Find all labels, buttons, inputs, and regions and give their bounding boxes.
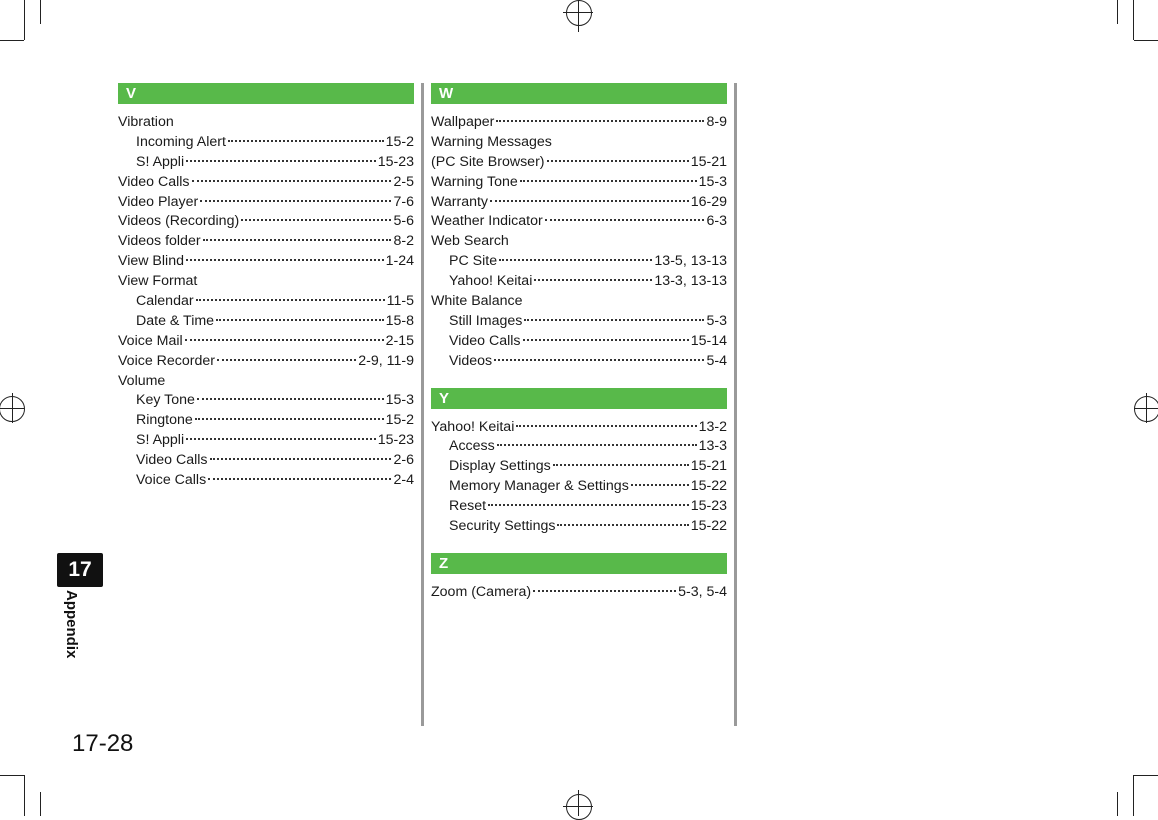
entry-label: Videos (Recording) (118, 213, 240, 230)
entry-label: Volume (118, 372, 166, 389)
entry-page-reference: 15-3 (698, 173, 727, 190)
index-entry (431, 133, 727, 153)
index-entry (118, 173, 414, 193)
entry-page-reference: 15-14 (690, 332, 727, 349)
entry-label: Warning Tone (431, 173, 518, 190)
entry-page-reference: 5-3 (706, 312, 727, 329)
chapter-tab: 17 (57, 553, 103, 587)
entry-label: Reset (449, 498, 487, 515)
entry-label: Date & Time (136, 312, 215, 329)
entry-label: PC Site (449, 253, 498, 270)
entry-page-reference: 8-2 (393, 233, 414, 250)
section-header-y: Y (431, 388, 727, 409)
entry-label: Zoom (Camera) (431, 583, 532, 600)
entry-label: Wallpaper (431, 114, 495, 130)
entry-page-reference: 8-9 (706, 114, 727, 130)
dot-leader (217, 359, 356, 361)
entry-page-reference: 13-2 (698, 418, 727, 435)
dot-leader (557, 524, 688, 526)
dot-leader (516, 425, 696, 427)
dot-leader (631, 484, 689, 486)
dot-leader (208, 478, 391, 480)
index-entry (431, 153, 727, 173)
index-entry (118, 212, 414, 232)
entry-list (431, 418, 727, 537)
entry-label: Warranty (431, 193, 489, 210)
index-entry (118, 352, 414, 372)
index-subentry (118, 133, 414, 153)
entry-label: Ringtone (136, 412, 193, 429)
entry-page-reference: 15-21 (690, 458, 727, 475)
index-subentry (118, 431, 414, 451)
entry-page-reference: 13-5, 13-13 (654, 253, 727, 270)
entry-label: (PC Site Browser) (431, 153, 545, 170)
section-header-v: V (118, 83, 414, 104)
entry-page-reference: 6-3 (706, 213, 727, 230)
entry-label: Yahoo! Keitai (431, 418, 515, 435)
index-subentry (431, 497, 727, 517)
entry-label: Videos (449, 352, 493, 369)
index-entry (431, 212, 727, 232)
dot-leader (186, 438, 376, 440)
entry-label: Security Settings (449, 518, 556, 535)
entry-label: Video Calls (449, 332, 521, 349)
dot-leader (210, 458, 392, 460)
index-subentry (118, 411, 414, 431)
entry-page-reference: 7-6 (393, 193, 414, 210)
entry-label: Key Tone (136, 392, 195, 409)
index-column-left (118, 83, 414, 491)
dot-leader (196, 299, 385, 301)
dot-leader (496, 120, 704, 122)
section-header-z: Z (431, 553, 727, 574)
entry-label: Display Settings (449, 458, 551, 475)
entry-page-reference: 13-3 (698, 438, 727, 455)
dot-leader (547, 160, 689, 162)
dot-leader (197, 398, 384, 400)
entry-page-reference: 15-22 (690, 478, 727, 495)
dot-leader (534, 279, 652, 281)
dot-leader (488, 504, 689, 506)
entry-label: Memory Manager & Settings (449, 478, 629, 495)
index-subentry (118, 391, 414, 411)
entry-page-reference: 15-22 (690, 518, 727, 535)
index-entry (431, 232, 727, 252)
index-entry (431, 583, 727, 603)
entry-label: Yahoo! Keitai (449, 273, 533, 290)
index-entry (118, 272, 414, 292)
entry-page-reference: 15-21 (690, 153, 727, 170)
dot-leader (499, 259, 652, 261)
index-subentry (431, 437, 727, 457)
entry-label: Video Calls (136, 452, 208, 469)
index-entry (431, 113, 727, 133)
index-entry (118, 193, 414, 213)
dot-leader (228, 140, 384, 142)
dot-leader (203, 239, 392, 241)
entry-page-reference: 5-4 (706, 352, 727, 369)
entry-label: Videos folder (118, 233, 201, 250)
column-divider (734, 83, 737, 726)
index-subentry (431, 477, 727, 497)
entry-label: Access (449, 438, 495, 455)
index-entry (118, 372, 414, 392)
entry-label: Weather Indicator (431, 213, 543, 230)
page-number: 17-28 (72, 730, 134, 757)
dot-leader (533, 590, 676, 592)
entry-page-reference: 15-23 (377, 432, 414, 449)
index-subentry (431, 332, 727, 352)
dot-leader (520, 180, 697, 182)
entry-label: Warning Messages (431, 133, 552, 150)
entry-label: S! Appli (136, 153, 185, 170)
entry-page-reference: 15-2 (385, 133, 414, 150)
index-subentry (431, 272, 727, 292)
index-subentry (431, 517, 727, 537)
dot-leader (497, 444, 697, 446)
dot-leader (186, 259, 384, 261)
entry-list (431, 113, 727, 372)
entry-page-reference: 13-3, 13-13 (654, 273, 727, 290)
dot-leader (545, 219, 705, 221)
entry-page-reference: 15-2 (385, 412, 414, 429)
column-divider (421, 83, 424, 726)
index-column-right (431, 83, 727, 603)
entry-label: View Format (118, 273, 198, 290)
dot-leader (200, 200, 391, 202)
index-subentry (431, 252, 727, 272)
entry-label: Voice Recorder (118, 352, 215, 369)
entry-label: Video Player (118, 193, 199, 210)
entry-page-reference: 2-15 (385, 332, 414, 349)
entry-page-reference: 2-6 (393, 452, 414, 469)
index-subentry (118, 292, 414, 312)
dot-leader (192, 180, 392, 182)
dot-leader (490, 200, 689, 202)
index-entry (118, 113, 414, 133)
entry-page-reference: 15-3 (385, 392, 414, 409)
index-subentry (118, 312, 414, 332)
entry-page-reference: 5-3, 5-4 (678, 583, 727, 600)
entry-label: Incoming Alert (136, 133, 226, 150)
entry-label: Still Images (449, 312, 523, 329)
chapter-title: Appendix (63, 590, 80, 659)
dot-leader (241, 219, 391, 221)
dot-leader (494, 359, 704, 361)
entry-label: Voice Calls (136, 472, 207, 489)
section-header-w: W (431, 83, 727, 104)
entry-page-reference: 2-4 (393, 472, 414, 489)
entry-label: Calendar (136, 293, 194, 310)
entry-page-reference: 1-24 (385, 253, 414, 270)
index-entry (431, 292, 727, 312)
index-entry (118, 332, 414, 352)
entry-label: White Balance (431, 293, 523, 310)
entry-page-reference: 15-23 (690, 498, 727, 515)
entry-page-reference: 2-9, 11-9 (358, 352, 414, 369)
entry-page-reference: 15-8 (385, 312, 414, 329)
entry-list (118, 113, 414, 491)
dot-leader (523, 339, 689, 341)
dot-leader (553, 464, 689, 466)
dot-leader (185, 339, 384, 341)
index-subentry (431, 312, 727, 332)
entry-page-reference: 11-5 (386, 293, 414, 310)
entry-page-reference: 2-5 (393, 173, 414, 190)
entry-label: Web Search (431, 233, 509, 250)
entry-label: View Blind (118, 253, 184, 270)
index-subentry (118, 451, 414, 471)
index-subentry (431, 352, 727, 372)
index-entry (431, 193, 727, 213)
entry-page-reference: 15-23 (377, 153, 414, 170)
index-entry (118, 252, 414, 272)
index-entry (118, 232, 414, 252)
entry-list (431, 583, 727, 603)
index-subentry (118, 153, 414, 173)
dot-leader (524, 319, 704, 321)
dot-leader (216, 319, 384, 321)
entry-label: S! Appli (136, 432, 185, 449)
entry-label: Video Calls (118, 173, 190, 190)
index-subentry (431, 457, 727, 477)
entry-page-reference: 16-29 (690, 193, 727, 210)
entry-page-reference: 5-6 (393, 213, 414, 230)
index-subentry (118, 471, 414, 491)
entry-label: Vibration (118, 114, 174, 130)
entry-label: Voice Mail (118, 332, 183, 349)
index-entry (431, 173, 727, 193)
index-entry (431, 418, 727, 438)
dot-leader (186, 160, 376, 162)
dot-leader (195, 418, 384, 420)
